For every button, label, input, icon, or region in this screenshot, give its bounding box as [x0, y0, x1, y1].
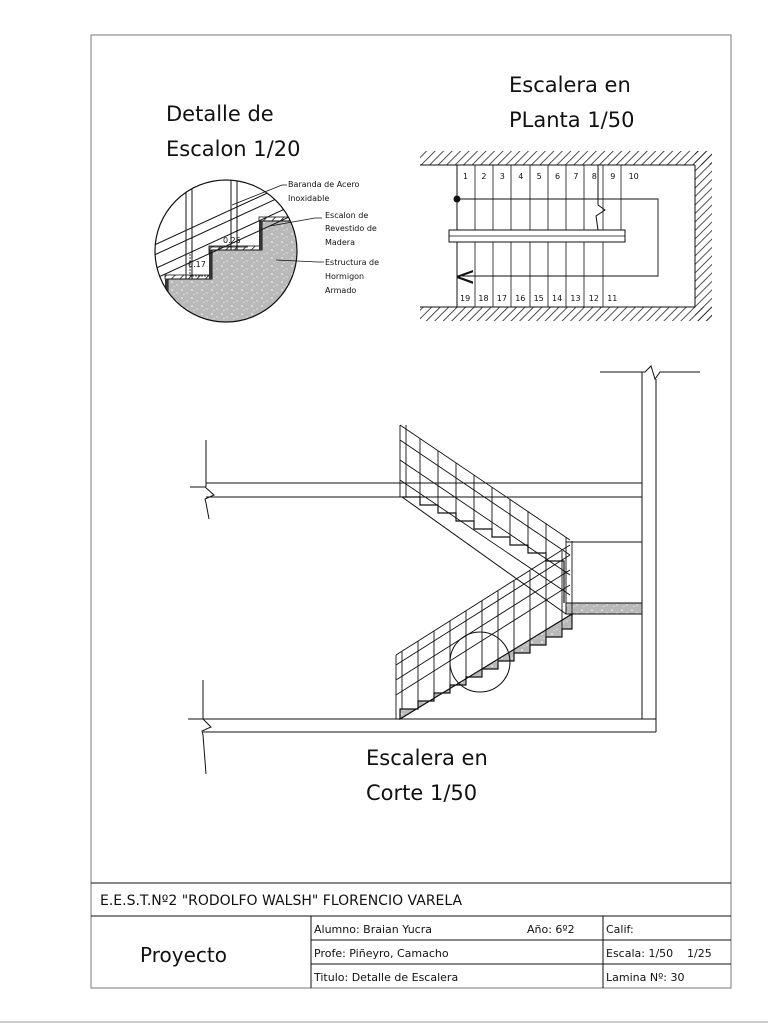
calif-field: Calif:: [606, 923, 634, 936]
stair-section: [188, 366, 700, 774]
plan-title-line2: PLanta 1/50: [509, 108, 635, 132]
anio-field: Año: 6º2: [527, 923, 575, 936]
note-baranda: Baranda de Acero: [288, 180, 360, 189]
plan-step-number: 5: [536, 172, 542, 181]
plan-step-number: 9: [610, 172, 616, 181]
plan-wall-right: [695, 151, 712, 321]
plan-step-number: 17: [496, 294, 507, 303]
dim-tread: 0.25: [223, 236, 241, 245]
plan-step-number: 14: [552, 294, 563, 303]
dim-riser: 0.17: [188, 260, 206, 269]
escala-field: Escala: 1/50: [606, 947, 674, 960]
plan-step-number: 15: [533, 294, 544, 303]
titulo-field: Titulo: Detalle de Escalera: [314, 971, 459, 984]
plan-step-number: 18: [478, 294, 489, 303]
detail-title-line2: Escalon 1/20: [166, 137, 301, 161]
school-name: E.E.S.T.Nº2 "RODOLFO WALSH" FLORENCIO VARELA: [100, 893, 463, 909]
profe-field: Profe: Piñeyro, Camacho: [314, 947, 449, 960]
note-baranda-2: Inoxidable: [288, 194, 330, 203]
alumno-field: Alumno: Braian Yucra: [314, 923, 432, 936]
plan-step-number: 2: [481, 172, 487, 181]
detail-notes: [288, 180, 379, 295]
plan-step-number: 16: [515, 294, 526, 303]
plan-step-number: 8: [591, 172, 597, 181]
plan-title-line1: Escalera en: [509, 73, 631, 97]
plan-step-number: 12: [588, 294, 599, 303]
section-title-line2: Corte 1/50: [366, 781, 478, 805]
plan-step-number: 10: [628, 172, 639, 181]
plan-step-number: 4: [518, 172, 524, 181]
detail-title-line1: Detalle de: [166, 102, 274, 126]
detail-title: [166, 102, 300, 161]
plan-step-number: 13: [570, 294, 581, 303]
note-escalon: Escalon de: [325, 211, 369, 220]
project-label: Proyecto: [140, 943, 227, 967]
plan-step-numbers-bottom: [460, 294, 617, 303]
plan-step-number: 7: [573, 172, 579, 181]
note-estructura-2: Hormigon: [325, 272, 365, 281]
plan-wall-bottom: [420, 307, 712, 321]
plan-arrow-icon: <: [454, 262, 476, 292]
note-estructura-3: Armado: [325, 286, 357, 295]
note-escalon-2: Revestido de: [325, 224, 377, 233]
section-title-line1: Escalera en: [366, 746, 488, 770]
plan-step-numbers-top: [463, 172, 639, 181]
plan-step-number: 19: [460, 294, 471, 303]
plan-wall-top: [420, 151, 712, 165]
section-title: [366, 746, 488, 805]
lamina-field: Lamina Nº: 30: [606, 971, 685, 984]
plan-step-number: 1: [463, 172, 469, 181]
plan-step-number: 3: [499, 172, 505, 181]
note-estructura: Estructura de: [325, 258, 380, 267]
plan-step-number: 11: [607, 294, 618, 303]
step-detail-circle: [150, 175, 301, 330]
plan-title: [509, 73, 634, 132]
note-escalon-3: Madera: [325, 238, 355, 247]
plan-step-number: 6: [555, 172, 561, 181]
escala-value: 1/25: [687, 947, 712, 960]
